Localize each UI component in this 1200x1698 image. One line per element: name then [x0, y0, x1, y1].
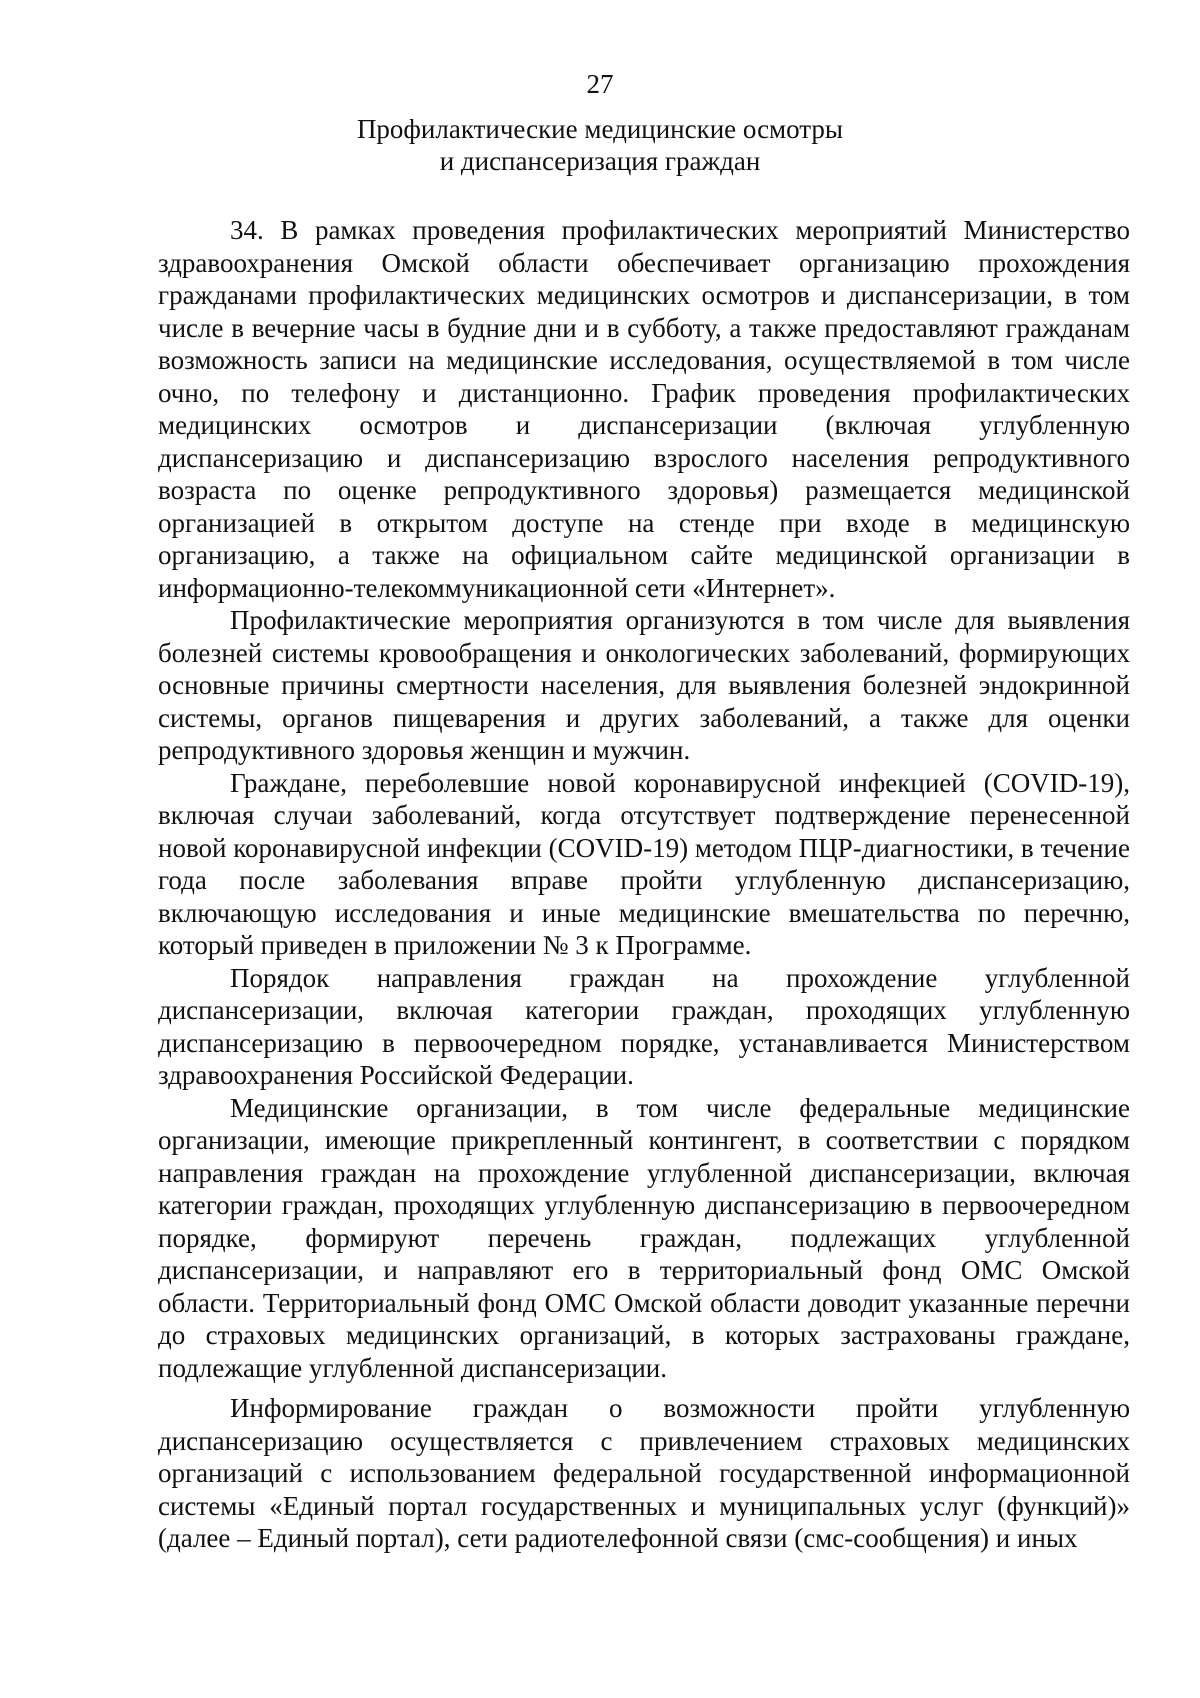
section-heading	[300, 113, 900, 177]
paragraph-referral-procedure: Порядок направления граждан на прохождение углубленной диспансеризации, включая категории граждан, проходящих углубленную диспансеризацию в первоочередном порядке, устанавливается Министерством здравоохранения Российской Федерации.	[158, 962, 1130, 1090]
paragraph-medical-organizations: Медицинские организации, в том числе федеральные медицинские организации, имеющие прикрепленный контингент, в соответствии с порядком направления граждан на прохождение углубленной диспансеризации, включая категории граждан, проходящих углубленную диспансеризацию в первоочередном порядке, формируют перечень граждан, подлежащих углубленной диспансеризации, и направляют его в территориальный фонд ОМС Омской области. Территориальный фонд ОМС Омской области доводит указанные перечни до страховых медицинских организаций, в которых застрахованы граждане, подлежащие углубленной диспансеризации.	[158, 1092, 1130, 1383]
document-body	[158, 214, 1130, 1555]
paragraph-preventive-measures: Профилактические мероприятия организуются в том числе для выявления болезней системы кровообращения и онкологических заболеваний, формирующих основные причины смертности населения, для выявления болезней эндокринной системы, органов пищеварения и других заболеваний, а также для оценки репродуктивного здоровья женщин и мужчин.	[158, 605, 1130, 765]
paragraph-34: 34. В рамках проведения профилактических мероприятий Министерство здравоохранения Омской области обеспечивает организацию прохождения гражданами профилактических медицинских осмотров и диспансеризации, в том числе в вечерние часы в будние дни и в субботу, а также предоставляют гражданам возможность записи на медицинские исследования, осуществляемой в том числе очно, по телефону и дистанционно. График проведения профилактических медицинских осмотров и диспансеризации (включая углубленную диспансеризацию и диспансеризацию взрослого населения репродуктивного возраста по оценке репродуктивного здоровья) размещается медицинской организацией в открытом доступе на стенде при входе в медицинскую организацию, а также на официальном сайте медицинской организации в информационно-телекоммуникационной сети «Интернет».	[158, 215, 1130, 603]
paragraph-covid-citizens: Граждане, переболевшие новой коронавирусной инфекцией (COVID-19), включая случаи заболеваний, когда отсутствует подтверждение перенесенной новой коронавирусной инфекции (COVID-19) методом ПЦР-диагностики, в течение года после заболевания вправе пройти углубленную диспансеризацию, включающую исследования и иные медицинские вмешательства по перечню, который приведен в приложении № 3 к Программе.	[158, 767, 1130, 960]
section-heading-line-1: Профилактические медицинские осмотры	[356, 114, 844, 144]
paragraph-informing-citizens: Информирование граждан о возможности пройти углубленную диспансеризацию осуществляется с привлечением страховых медицинских организаций с использованием федеральной государственной информационной системы «Единый портал государственных и муниципальных услуг (функций)» (далее – Единый портал), сети радиотелефонной связи (смс-сообщения) и иных	[158, 1393, 1130, 1553]
section-heading-line-2: и диспансеризация граждан	[439, 146, 761, 176]
page-number: 27	[586, 69, 614, 99]
